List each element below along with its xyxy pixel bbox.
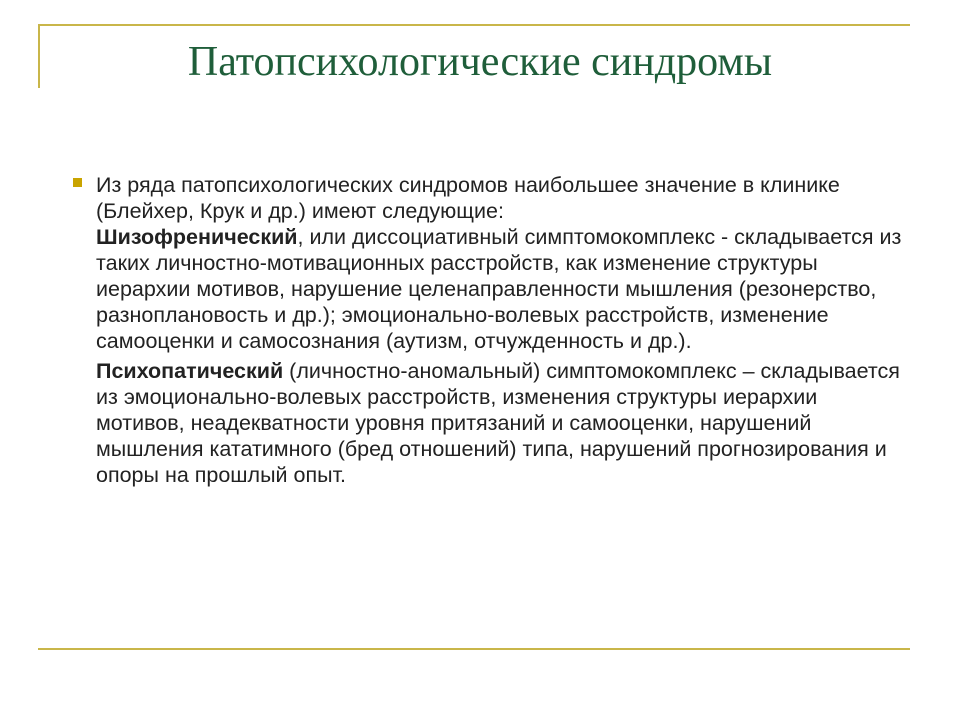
- intro-text: Из ряда патопсихологических синдромов наибольшее значение в клинике (Блейхер, Крук и др.) имеют следующие:: [96, 173, 840, 223]
- paragraph-psychopathic: [96, 358, 906, 488]
- square-bullet-icon: [73, 178, 82, 187]
- slide-title: Патопсихологические синдромы: [187, 39, 773, 85]
- psychopathic-description: (личностно-аномальный) симптомокомплекс – складывается из эмоционально-волевых расстройств, изменения структуры иерархии мотивов, неадекватности уровня притязаний и самооценки, нарушений мышления кататимного (бред отношений) типа, нарушений прогнозирования и опоры на прошлый опыт.: [96, 359, 900, 487]
- term-schizophrenic: Шизофренический: [96, 225, 298, 249]
- frame-top-line: [38, 24, 910, 26]
- paragraph-schizophrenic: [96, 172, 906, 354]
- schizophrenic-description: , или диссоциативный симптомокомплекс - складывается из таких личностно-мотивационных расстройств, как изменение структуры иерархии мотивов, нарушение целенаправленности мышления (резонерство, разноплановость и др.); эмоционально-волевых расстройств, изменение самооценки и самосознания (аутизм, отчужденность и др.).: [96, 225, 902, 353]
- frame-bottom-line: [38, 648, 910, 650]
- term-psychopathic: Психопатический: [96, 359, 284, 383]
- slide-body: [96, 172, 906, 488]
